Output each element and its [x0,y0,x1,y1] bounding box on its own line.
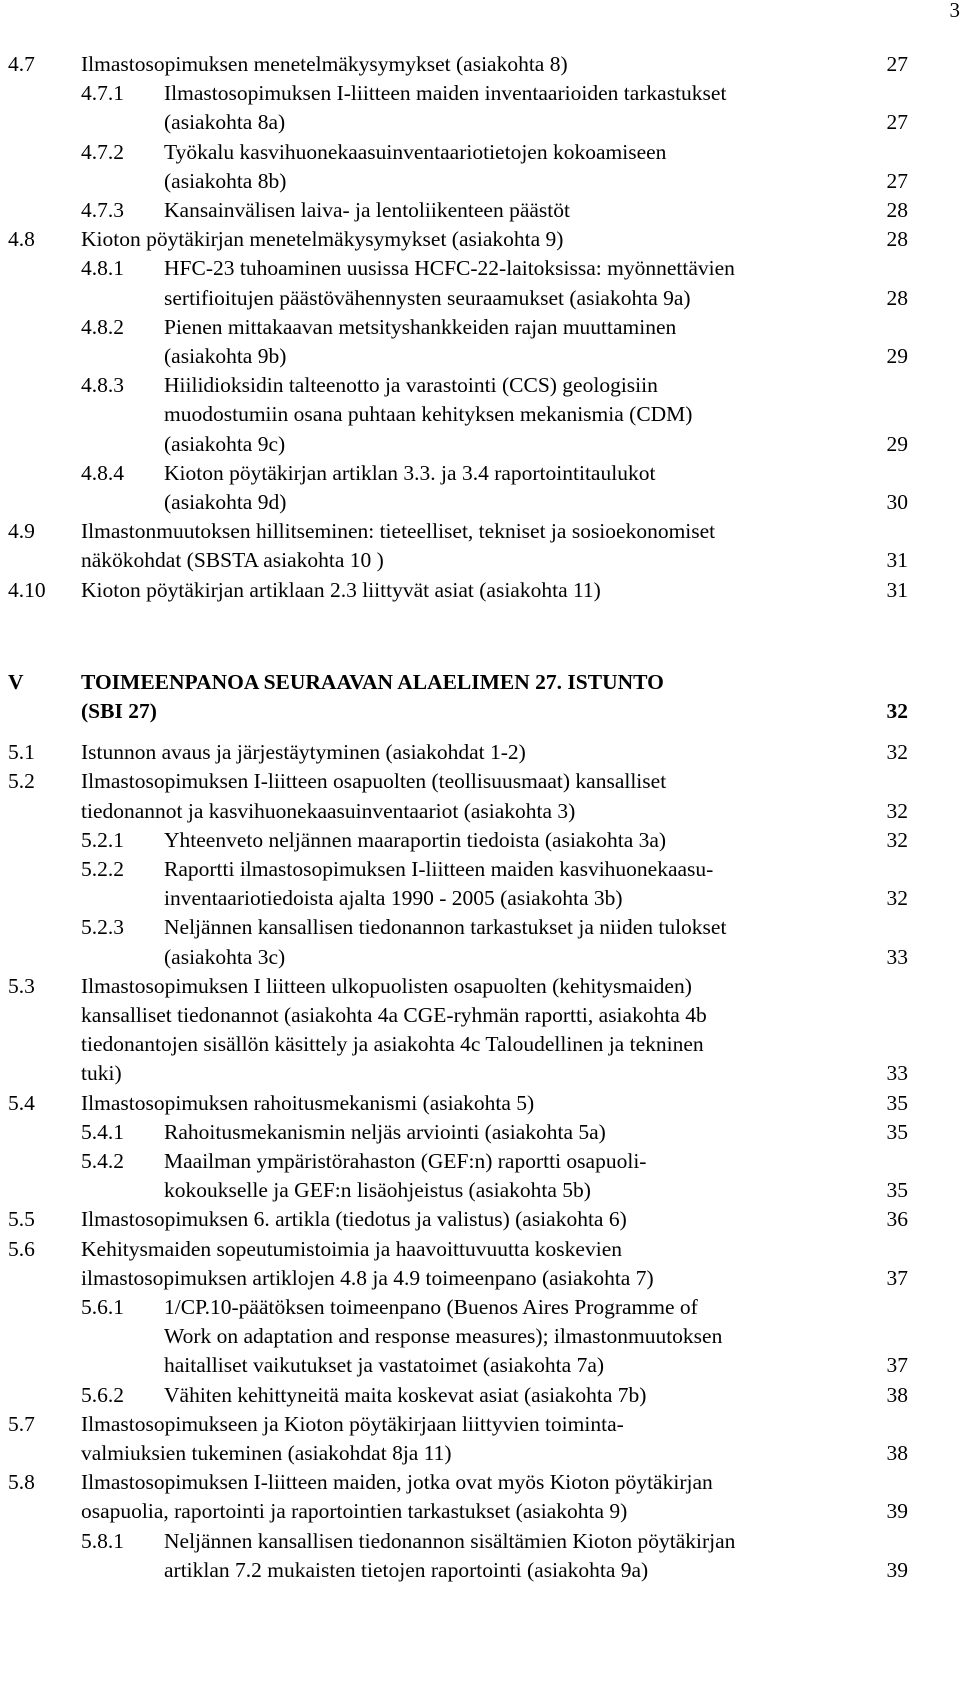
toc-entry-title-line: (asiakohta 3c) [164,944,286,969]
toc-entry-title-line: Maailman ympäristörahaston (GEF:n) raportti osapuoli- [164,1149,647,1173]
toc-entry-title-line: Rahoitusmekanismin neljäs arviointi (asiakohta 5a) [164,1119,606,1144]
toc-entry-title-line: HFC-23 tuhoaminen uusissa HCFC-22-laitoksissa: myönnettävien [164,256,735,281]
toc-entry-number: V [8,669,24,694]
toc-entry-page: 28 [886,227,908,252]
toc-entry[interactable] [0,1147,908,1205]
toc-entry[interactable] [0,196,908,225]
toc-entry[interactable] [0,1410,908,1468]
toc-entry-title-line: 1/CP.10-päätöksen toimeenpano (Buenos Aires Programme of [164,1295,698,1319]
toc-entry[interactable] [0,254,908,312]
toc-entry-page: 37 [886,1353,908,1378]
toc-entry-page: 31 [886,548,908,573]
toc-entry-title-line: osapuolia, raportointi ja raportointien tarkastukset (asiakohta 9) [81,1499,628,1524]
toc-entry-title-line: tiedonantojen sisällön käsittely ja asiakohta 4c Taloudellinen ja tekninen [81,1032,704,1057]
toc-entry-title-line: Vähiten kehittyneitä maita koskevat asiat (asiakohta 7b) [164,1382,647,1407]
toc-entry-number: 5.5 [8,1207,35,1232]
toc-entry-title-line: (asiakohta 8a) [164,110,286,135]
toc-entry-title-line: Kehitysmaiden sopeutumistoimia ja haavoittuvuutta koskevien [81,1236,622,1261]
toc-entry-number: 4.10 [8,577,46,602]
toc-entry[interactable] [0,1235,908,1293]
toc-entry-number: 5.7 [8,1411,35,1436]
toc-entry-title-line: Hiilidioksidin talteenotto ja varastointi (CCS) geologisiin [164,373,658,398]
toc-entry-title-line: Ilmastosopimuksen rahoitusmekanismi (asiakohta 5) [81,1090,535,1115]
toc-entry-title-line: (asiakohta 9d) [164,489,287,514]
toc-entry-page: 30 [886,489,908,514]
toc-entry-title-line: Kioton pöytäkirjan menetelmäkysymykset (asiakohta 9) [81,227,564,252]
toc-entry-page: 32 [886,798,908,823]
toc-entry-page: 32 [886,740,908,765]
toc-entry-number: 4.7 [8,52,35,76]
toc-entry[interactable] [0,1089,908,1118]
toc-entry-title-line: Kioton pöytäkirjan artiklan 3.3. ja 3.4 raportointitaulukot [164,460,656,485]
toc-entry-title-line: Ilmastonmuutoksen hillitseminen: tieteelliset, tekniset ja sosioekonomiset [81,519,716,544]
toc-entry-title-line: (asiakohta 9c) [164,431,286,456]
toc-entry-page: 35 [886,1090,908,1115]
toc-entry-title-line: Yhteenveto neljännen maaraportin tiedoista (asiakohta 3a) [164,827,667,852]
toc-entry-page: 27 [886,110,908,135]
toc-entry[interactable] [0,1205,908,1234]
toc-entry-title-line: Kioton pöytäkirjan artiklaan 2.3 liittyvät asiat (asiakohta 11) [81,577,601,602]
toc-entry-number: 4.7.2 [81,139,124,164]
toc-entry-number: 4.8.4 [81,460,124,485]
toc-entry-page: 36 [886,1207,908,1232]
toc-entry-title-line: Ilmastosopimuksen menetelmäkysymykset (asiakohta 8) [81,52,568,76]
toc-entry-title-line: (asiakohta 9b) [164,343,287,368]
toc-entry-number: 4.8 [8,227,35,252]
toc-entry[interactable] [0,517,908,575]
toc-entry-page: 38 [886,1440,908,1465]
toc-entry-title-line: Ilmastosopimuksen I-liitteen osapuolten (teollisuusmaat) kansalliset [81,769,667,794]
toc-entry-page: 27 [886,168,908,193]
toc-entry-title-line: Work on adaptation and response measures); ilmastonmuutoksen [164,1324,723,1349]
toc-entry-title-line: kansalliset tiedonannot (asiakohta 4a CGE-ryhmän raportti, asiakohta 4b [81,1002,707,1027]
toc-entry[interactable] [0,767,908,825]
toc-entry-title-line: valmiuksien tukeminen (asiakohdat 8ja 11) [81,1440,452,1465]
toc-entry[interactable] [0,1118,908,1147]
toc-entry-page: 39 [886,1499,908,1524]
page-number: 3 [949,0,960,22]
toc-entry-title-line: inventaariotiedoista ajalta 1990 - 2005 (asiakohta 3b) [164,886,623,911]
toc-entry-title-line: (SBI 27) [81,698,157,723]
toc-entry-title-line: artiklan 7.2 mukaisten tietojen raportointi (asiakohta 9a) [164,1557,649,1582]
toc-entry-title-line: (asiakohta 8b) [164,168,287,193]
toc-entry-title-line: Ilmastosopimukseen ja Kioton pöytäkirjaan liittyvien toiminta- [81,1411,624,1436]
toc-entry-number: 5.2.2 [81,857,124,881]
toc-entry-title-line: Kansainvälisen laiva- ja lentoliikenteen päästöt [164,198,570,222]
toc-entry-title-line: sertifioitujen päästövähennysten seuraamukset (asiakohta 9a) [164,285,691,310]
toc-entry-page: 27 [886,52,908,76]
toc-entry-number: 5.4.2 [81,1149,124,1173]
toc-entry-title-line: muodostumiin osana puhtaan kehityksen mekanismia (CDM) [164,402,693,427]
toc-entry-page: 32 [886,698,908,723]
toc-entry-title-line: Ilmastosopimuksen I liitteen ulkopuolisten osapuolten (kehitysmaiden) [81,973,692,998]
toc-entry-page: 38 [886,1382,908,1407]
toc-entry-title-line: ilmastosopimuksen artiklojen 4.8 ja 4.9 toimeenpano (asiakohta 7) [81,1265,654,1290]
toc-entry-number: 4.8.2 [81,314,124,339]
toc-entry-number: 4.7.3 [81,198,124,222]
toc-entry-page: 32 [886,827,908,852]
toc-entry-number: 5.4.1 [81,1119,124,1144]
toc-entry[interactable] [0,1527,908,1585]
toc-entry[interactable] [0,913,908,971]
toc-entry-number: 5.8 [8,1470,35,1495]
toc-entry-page: 33 [886,1061,908,1086]
toc-entry[interactable] [0,1468,908,1526]
toc-entry-title-line: Työkalu kasvihuonekaasuinventaariotietojen kokoamiseen [164,139,667,164]
toc-entry-number: 5.6.1 [81,1295,124,1319]
toc-entry[interactable] [0,79,908,137]
toc-entry-title-line: Ilmastosopimuksen I-liitteen maiden inventaarioiden tarkastukset [164,81,727,106]
toc-entry[interactable] [0,972,908,1089]
toc-entry-page: 39 [886,1557,908,1582]
toc-entry-title-line: näkökohdat (SBSTA asiakohta 10 ) [81,548,384,573]
toc-entry-page: 28 [886,198,908,222]
toc-entry-number: 5.2.3 [81,915,124,940]
toc-entry[interactable] [0,371,908,459]
toc-entry[interactable] [0,826,908,855]
toc-entry-page: 37 [886,1265,908,1290]
toc-entry-page: 31 [886,577,908,602]
toc-entry[interactable] [0,50,908,79]
toc-entry-title-line: haitalliset vaikutukset ja vastatoimet (asiakohta 7a) [164,1353,605,1378]
toc-entry-page: 33 [886,944,908,969]
toc-entry-title-line: Ilmastosopimuksen I-liitteen maiden, jotka ovat myös Kioton pöytäkirjan [81,1470,713,1495]
toc-entry-number: 4.8.3 [81,373,124,398]
toc-entry[interactable] [0,576,908,605]
toc-entry-title-line: Neljännen kansallisen tiedonannon sisältämien Kioton pöytäkirjan [164,1528,736,1553]
toc-entry[interactable] [0,738,908,767]
toc-entry-number: 5.1 [8,740,35,765]
toc-entry-number: 5.3 [8,973,35,998]
toc-entry-number: 5.4 [8,1090,35,1115]
toc-entry-page: 28 [886,285,908,310]
toc-entry-title-line: tuki) [81,1061,122,1086]
toc-entry-title-line: TOIMEENPANOA SEURAAVAN ALAELIMEN 27. ISTUNTO [81,669,664,694]
toc-entry-title-line: Ilmastosopimuksen 6. artikla (tiedotus ja valistus) (asiakohta 6) [81,1207,627,1232]
toc-entry-title-line: Neljännen kansallisen tiedonannon tarkastukset ja niiden tulokset [164,915,727,940]
toc-entry-number: 5.6 [8,1236,35,1261]
toc-entry-page: 35 [886,1178,908,1203]
toc-entry[interactable] [0,855,908,913]
toc-entry[interactable] [0,1381,908,1410]
toc-entry[interactable] [0,459,908,517]
toc-entry[interactable] [0,138,908,196]
toc-entry-number: 5.2 [8,769,35,794]
toc-entry-title-line: Pienen mittakaavan metsityshankkeiden rajan muuttaminen [164,314,677,339]
toc-entry-number: 5.6.2 [81,1382,124,1407]
toc-entry-number: 4.8.1 [81,256,124,281]
toc-entry-number: 4.9 [8,519,35,544]
toc-entry-title-line: Raportti ilmastosopimuksen I-liitteen maiden kasvihuonekaasu- [164,857,714,881]
toc-entry[interactable] [0,1293,908,1381]
toc-entry-number: 4.7.1 [81,81,124,106]
toc-entry-number: 5.8.1 [81,1528,124,1553]
toc-entry-number: 5.2.1 [81,827,124,852]
toc-entry[interactable] [0,225,908,254]
toc-entry-page: 32 [886,886,908,911]
toc-entry-page: 35 [886,1119,908,1144]
section-heading[interactable] [0,668,908,726]
toc-entry-title-line: Istunnon avaus ja järjestäytyminen (asiakohdat 1-2) [81,740,526,765]
toc-entry-title-line: kokoukselle ja GEF:n lisäohjeistus (asiakohta 5b) [164,1178,591,1203]
toc-entry-title-line: tiedonannot ja kasvihuonekaasuinventaariot (asiakohta 3) [81,798,576,823]
toc-entry-page: 29 [886,343,908,368]
toc-entry-page: 29 [886,431,908,456]
toc-entry[interactable] [0,313,908,371]
